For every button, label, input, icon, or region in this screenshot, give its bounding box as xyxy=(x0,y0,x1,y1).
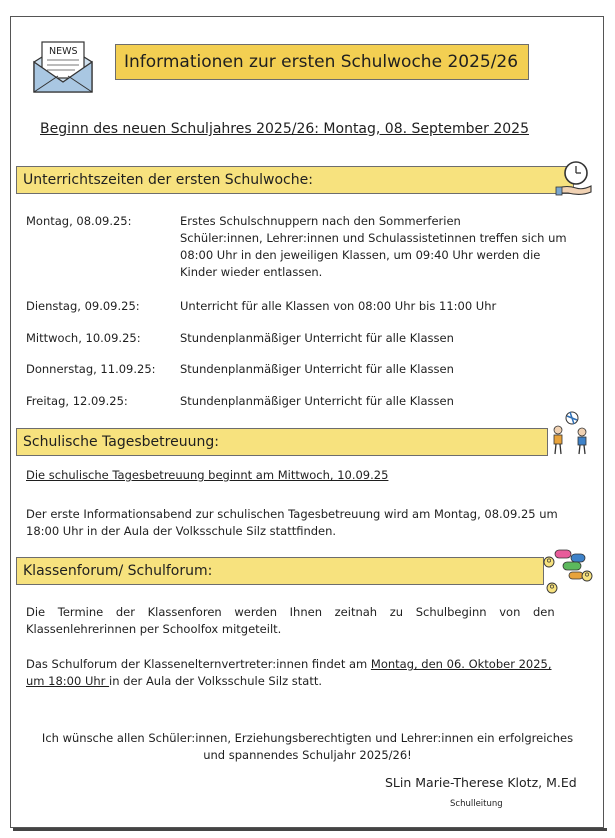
wednesday-text: Stundenplanmäßiger Unterricht für alle Klassen xyxy=(180,331,454,345)
page-title: Informationen zur ersten Schulwoche 2025/26 xyxy=(124,52,519,72)
closing-line-1: Ich wünsche allen Schüler:innen, Erziehungsberechtigten und Lehrer:innen ein erfolgreiches xyxy=(41,731,574,745)
signature: SLin Marie-Therese Klotz, M.Ed xyxy=(385,775,577,790)
title-banner xyxy=(115,44,529,80)
signature-role: Schulleitung xyxy=(450,799,503,809)
section-forum-header xyxy=(16,557,544,585)
friday-text: Stundenplanmäßiger Unterricht für alle Klassen xyxy=(180,394,454,408)
monday-line-1: Erstes Schulschnuppern nach den Sommerferien xyxy=(180,214,461,228)
daycare-start-line: Die schulische Tagesbetreuung beginnt am Mittwoch, 10.09.25 xyxy=(26,468,389,482)
news-envelope-icon xyxy=(30,38,96,96)
section-hours-title: Unterrichtszeiten der ersten Schulwoche: xyxy=(23,172,313,188)
forum-p1-line-2: Klassenlehrerinnen per Schoolfox mitgeteilt. xyxy=(26,622,282,636)
day-tuesday: Dienstag, 09.09.25: xyxy=(26,299,140,313)
section-daycare-header xyxy=(16,428,548,456)
children-playing-icon xyxy=(546,410,594,456)
day-thursday: Donnerstag, 11.09.25: xyxy=(26,362,156,376)
forum-p2-start: Das Schulforum der Klassenelternvertreter:innen findet am xyxy=(26,657,371,671)
closing-line-2: und spannendes Schuljahr 2025/26! xyxy=(203,748,412,762)
thursday-text: Stundenplanmäßiger Unterricht für alle Klassen xyxy=(180,362,454,376)
monday-line-4: Kinder wieder entlassen. xyxy=(180,265,323,279)
daycare-info-line-2: 18:00 Uhr in der Aula der Volksschule Silz stattfinden. xyxy=(26,524,337,538)
forum-location: in der Aula der Volksschule Silz statt. xyxy=(109,674,323,688)
day-friday: Freitag, 12.09.25: xyxy=(26,394,128,408)
forum-p2-line-2 xyxy=(26,673,322,690)
section-hours-header xyxy=(16,166,574,194)
chat-bubbles-icon xyxy=(541,548,595,596)
forum-p1-line-1: Die Termine der Klassenforen werden Ihnen zeitnah zu Schulbeginn von den xyxy=(26,605,555,619)
school-start-line: Beginn des neuen Schuljahres 2025/26: Montag, 08. September 2025 xyxy=(40,121,529,137)
frame-shadow xyxy=(13,828,607,831)
forum-p2-line-1 xyxy=(26,656,552,673)
daycare-info-line-1: Der erste Informationsabend zur schulischen Tagesbetreuung wird am Montag, 08.09.25 um xyxy=(26,507,558,521)
section-daycare-title: Schulische Tagesbetreuung: xyxy=(23,434,219,450)
news-label: NEWS xyxy=(49,46,78,57)
monday-line-2: Schüler:innen, Lehrer:innen und Schulassistetinnen treffen sich um xyxy=(180,231,567,245)
tuesday-text: Unterricht für alle Klassen von 08:00 Uhr bis 11:00 Uhr xyxy=(180,299,497,313)
day-wednesday: Mittwoch, 10.09.25: xyxy=(26,331,141,345)
section-forum-title: Klassenforum/ Schulforum: xyxy=(23,563,213,579)
forum-date: Montag, den 06. Oktober 2025, xyxy=(370,657,552,671)
forum-time: um 18:00 Uhr xyxy=(26,674,110,688)
monday-line-3: 08:00 Uhr in den jeweiligen Klassen, um 09:40 Uhr werden die xyxy=(180,248,541,262)
day-monday: Montag, 08.09.25: xyxy=(26,214,132,228)
clock-hand-icon xyxy=(554,158,594,198)
